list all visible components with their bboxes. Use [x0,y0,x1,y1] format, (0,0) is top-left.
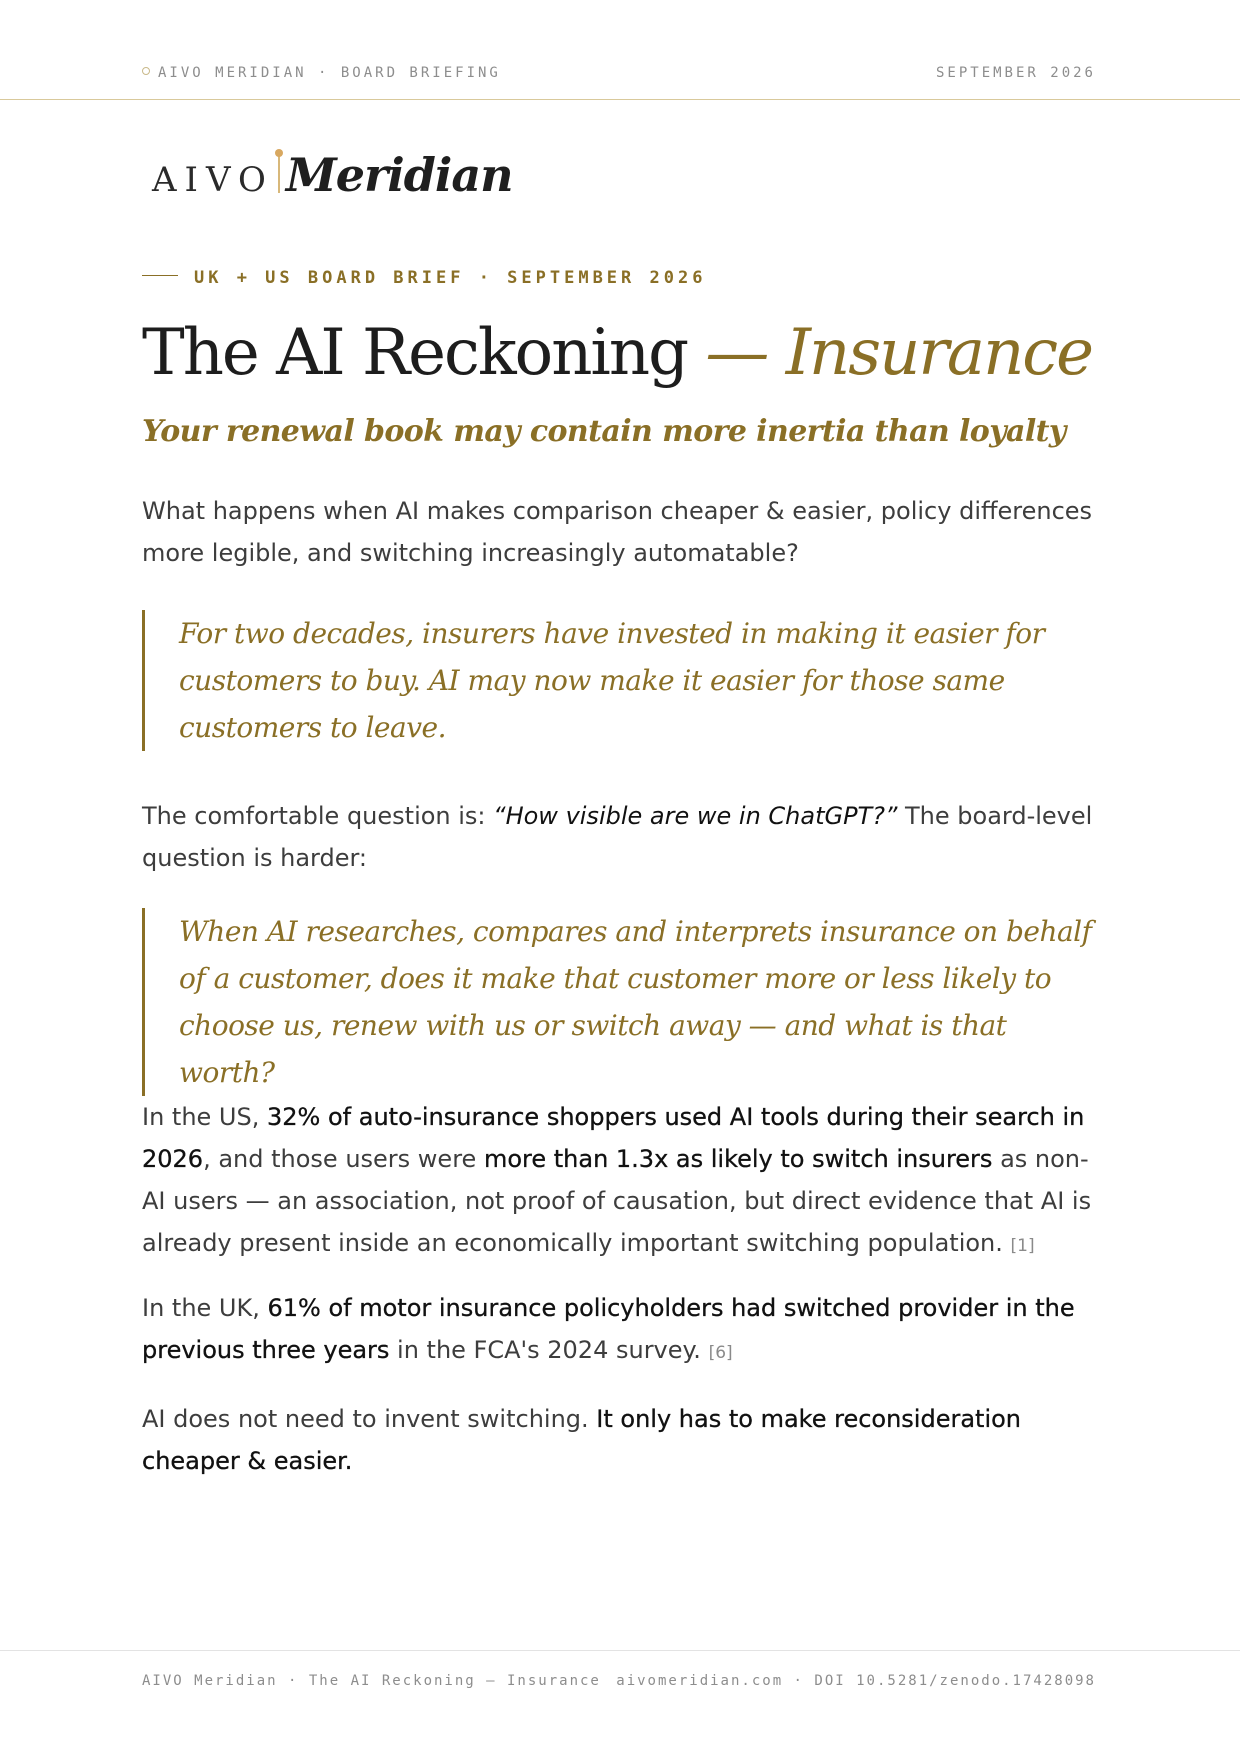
question-after: The board-level question is harder: [142,802,1093,872]
us-bold-1: 32% of auto-insurance shoppers used AI tools during their search in 2026 [142,1103,1085,1173]
us-paragraph [142,1096,1102,1267]
intro-paragraph: What happens when AI makes comparison cheaper & easier, policy differences more legible, and switching increasingly automatable? [142,497,1093,567]
header-left-text: AIVO MERIDIAN · BOARD BRIEFING [158,65,501,81]
header-left [142,65,501,81]
title-accent: — Insurance [705,316,1092,390]
us-text-3: as non-AI users — an association, not proof of causation, but direct evidence that AI is already present inside an economically important switching population. [142,1145,1092,1257]
kicker-rule [142,275,178,276]
question-before: The comfortable question is: [142,802,494,830]
kicker [142,268,706,288]
question-quote: “How visible are we in ChatGPT?” [493,802,898,830]
uk-bold-1: 61% of motor insurance policyholders had switched provider in the previous three years [142,1294,1075,1364]
reference-1[interactable]: [1] [1010,1236,1035,1256]
us-text-2: , and those users were [203,1145,484,1173]
header-date: SEPTEMBER 2026 [935,65,1096,81]
question-paragraph [142,795,1102,879]
footer-left: AIVO Meridian · The AI Reckoning — Insurance [142,1673,601,1689]
pull-quote-1: For two decades, insurers have invested in making it easier for customers to buy. AI may now make it easier for those same customers to leave. [142,610,1097,751]
logo-meridian: Meridian [285,148,513,202]
closing-bold: It only has to make reconsideration cheaper & easier. [142,1405,1022,1475]
uk-text-1: In the UK, [142,1294,268,1322]
circle-icon [142,67,150,75]
title-main: The AI Reckoning [142,316,688,390]
logo-mark-icon [278,153,280,193]
closing-paragraph [142,1398,1102,1482]
page-subtitle: Your renewal book may contain more inertia than loyalty [142,414,1066,449]
us-bold-2: more than 1.3x as likely to switch insurers [483,1145,993,1173]
kicker-text: UK + US BOARD BRIEF · SEPTEMBER 2026 [194,268,707,288]
uk-paragraph [142,1287,1102,1374]
brand-logo [152,148,513,208]
page-header [0,0,1240,100]
logo-aivo: AIVO [152,160,274,200]
closing-text: AI does not need to invent switching. [142,1405,597,1433]
footer-right[interactable]: aivomeridian.com · DOI 10.5281/zenodo.17428098 [616,1673,1096,1689]
reference-6[interactable]: [6] [708,1343,733,1363]
pull-quote-2: When AI researches, compares and interprets insurance on behalf of a customer, does it make that customer more or less likely to choose us, renew with us or switch away — and what is that worth? [142,908,1097,1096]
us-text-1: In the US, [142,1103,267,1131]
page-title [142,316,1092,390]
page-footer [0,1650,1240,1754]
uk-text-2: in the FCA's 2024 survey. [389,1336,709,1364]
